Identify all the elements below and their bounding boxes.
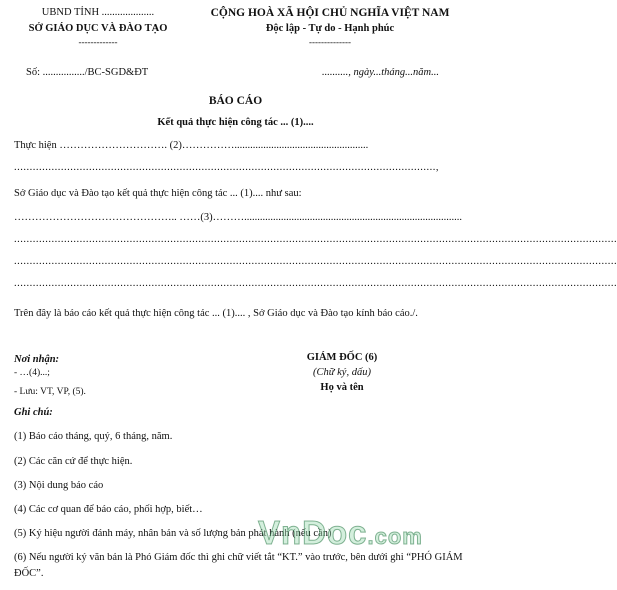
header-right-divider: -------------- <box>309 37 351 47</box>
header-motto: Độc lập - Tự do - Hạnh phúc <box>265 23 395 34</box>
document-number: Số: ................/BC-SGD&ĐT <box>26 67 149 78</box>
body-conclusion: Trên đây là báo cáo kết quả thực hiện công tác ... (1).... , Sở Giáo dục và Đào tạo kính báo cáo./. <box>14 308 418 319</box>
watermark-text: VnDoc <box>258 514 368 551</box>
note-item-1: (1) Báo cáo tháng, quý, 6 tháng, năm. <box>14 431 173 442</box>
note-item-6: (6) Nếu người ký văn bản là Phó Giám đốc thì ghi chữ viết tắt “KT.” vào trước, bên dưới ghi “PHÓ GIÁM ĐỐC”. <box>14 552 463 579</box>
body-dotted-line-3: ................................................................................................................................................................................................. <box>14 278 617 289</box>
notes-heading: Ghi chú: <box>14 407 53 418</box>
signature-note: (Chữ ký, dấu) <box>313 367 371 378</box>
header-department: SỞ GIÁO DỤC VÀ ĐÀO TẠO <box>28 23 168 34</box>
note-item-4: (4) Các cơ quan để báo cáo, phối hợp, biết… <box>14 504 203 515</box>
note-item-5: (5) Ký hiệu người đánh máy, nhân bản và số lượng bản phát hành (nếu cần) <box>14 528 332 539</box>
document-subtitle: Kết quả thực hiện công tác ... (1).... <box>157 117 314 128</box>
header-province: UBND TỈNH .................... <box>41 7 155 18</box>
body-line-content: ……………………………………….. ……(3)………................................................................................... <box>14 212 462 223</box>
header-left-divider: ------------- <box>78 37 118 47</box>
body-dotted-line-2: ................................................................................................................................................................................................. <box>14 256 617 267</box>
body-line-implement-cont: ......................................................................................................................................., <box>14 162 439 173</box>
body-dotted-line-1: ................................................................................................................................................................................................. <box>14 234 617 245</box>
recipient-item: - …(4)...; <box>14 368 50 378</box>
document-date: .........., ngày...tháng...năm... <box>322 67 439 78</box>
body-line-implement: Thực hiện …………………………. (2)……………................................................... <box>14 140 369 151</box>
note-item-2: (2) Các căn cứ để thực hiện. <box>14 456 133 467</box>
signature-name: Họ và tên <box>320 382 364 393</box>
watermark-suffix: .com <box>367 524 423 549</box>
note-item-3: (3) Nội dung báo cáo <box>14 480 104 491</box>
body-line-intro: Sở Giáo dục và Đào tạo kết quả thực hiện công tác ... (1).... như sau: <box>14 188 302 199</box>
recipients-heading: Nơi nhận: <box>14 354 60 365</box>
header-country: CỘNG HOÀ XÃ HỘI CHỦ NGHĨA VIỆT NAM <box>210 7 450 19</box>
signature-title: GIÁM ĐỐC (6) <box>306 352 378 363</box>
recipient-storage: - Lưu: VT, VP, (5). <box>14 387 86 397</box>
document-title: BÁO CÁO <box>208 95 263 107</box>
